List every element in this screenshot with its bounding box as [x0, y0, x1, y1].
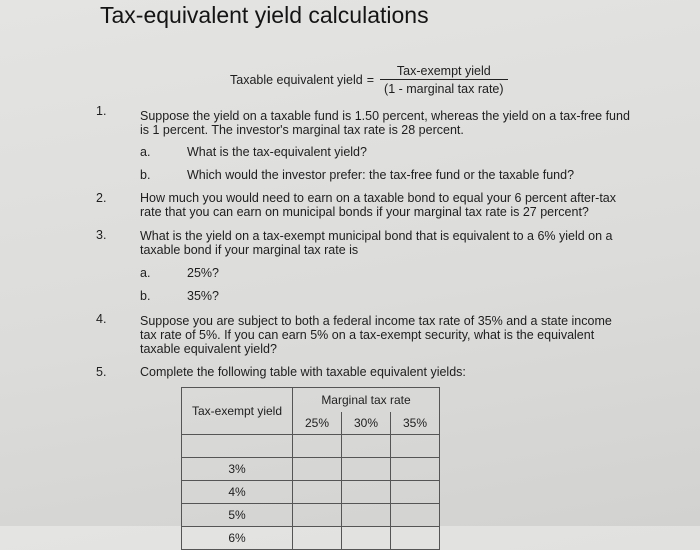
table-cell — [391, 481, 440, 504]
question-text-line: Complete the following table with taxable equivalent yields: — [140, 365, 466, 379]
table-cell — [342, 435, 391, 458]
table-row — [182, 481, 440, 504]
question-text-line: taxable equivalent yield? — [140, 342, 277, 356]
table-cell — [342, 527, 391, 550]
question-text-line: is 1 percent. The investor's marginal tax rate is 28 percent. — [140, 123, 464, 137]
page-title: Tax-equivalent yield calculations — [100, 2, 429, 28]
question-text-line: taxable bond if your marginal tax rate is — [140, 243, 359, 257]
formula-numerator: Tax-exempt yield — [396, 64, 491, 78]
table-cell — [293, 527, 342, 550]
yield-row-label: 4% — [182, 481, 293, 504]
table-cell — [342, 481, 391, 504]
table-cell — [293, 504, 342, 527]
tax-exempt-yield-header: Tax-exempt yield — [182, 388, 293, 435]
question-1b-text: Which would the investor prefer: the tax-free fund or the taxable fund? — [187, 168, 575, 182]
question-1-number: 1. — [96, 104, 107, 118]
table-cell — [391, 458, 440, 481]
table-cell — [182, 435, 293, 458]
table-cell — [342, 458, 391, 481]
table-cell — [342, 504, 391, 527]
table-cell — [391, 527, 440, 550]
formula-fraction — [380, 64, 507, 96]
table-cell — [391, 435, 440, 458]
yield-row-label: 5% — [182, 504, 293, 527]
question-3b-letter: b. — [140, 289, 151, 303]
question-1a-text: What is the tax-equivalent yield? — [187, 145, 367, 159]
question-1b-letter: b. — [140, 168, 151, 182]
question-2-number: 2. — [96, 191, 107, 205]
formula-equals: = — [366, 73, 375, 87]
table-row — [182, 504, 440, 527]
table-cell — [293, 458, 342, 481]
table-cell — [391, 504, 440, 527]
question-4-text — [140, 314, 650, 356]
table-cell — [293, 481, 342, 504]
question-3-number: 3. — [96, 228, 107, 242]
question-1a-letter: a. — [140, 145, 151, 159]
question-text-line: What is the yield on a tax-exempt municipal bond that is equivalent to a 6% yield on a — [140, 229, 613, 243]
table-row — [182, 527, 440, 550]
question-5-number: 5. — [96, 365, 107, 379]
yield-row-label: 3% — [182, 458, 293, 481]
marginal-tax-rate-header: Marginal tax rate — [293, 388, 440, 413]
question-3a-text: 25%? — [187, 266, 219, 280]
question-text-line: Suppose you are subject to both a federal income tax rate of 35% and a state income — [140, 314, 612, 328]
question-5-text — [140, 365, 650, 379]
formula — [230, 64, 508, 96]
rate-header-25: 25% — [293, 412, 342, 435]
question-text-line: rate that you can earn on municipal bonds if your marginal tax rate is 27 percent? — [140, 205, 589, 219]
formula-lhs: Taxable equivalent yield — [230, 73, 363, 87]
formula-denominator: (1 - marginal tax rate) — [380, 79, 507, 96]
table-header-row — [182, 388, 440, 413]
question-3a-letter: a. — [140, 266, 151, 280]
question-text-line: Suppose the yield on a taxable fund is 1.50 percent, whereas the yield on a tax-free fund — [140, 109, 630, 123]
table-row — [182, 458, 440, 481]
rate-header-35: 35% — [391, 412, 440, 435]
question-4-number: 4. — [96, 312, 107, 326]
table-cell — [293, 435, 342, 458]
question-1-text — [140, 109, 650, 137]
question-3b-text: 35%? — [187, 289, 219, 303]
table-row-spacer — [182, 435, 440, 458]
question-3-text — [140, 229, 650, 257]
question-text-line: tax rate of 5%. If you can earn 5% on a tax-exempt security, what is the equivalent — [140, 328, 595, 342]
yield-row-label: 6% — [182, 527, 293, 550]
rate-header-30: 30% — [342, 412, 391, 435]
question-text-line: How much you would need to earn on a taxable bond to equal your 6 percent after-tax — [140, 191, 616, 205]
question-2-text — [140, 191, 650, 219]
